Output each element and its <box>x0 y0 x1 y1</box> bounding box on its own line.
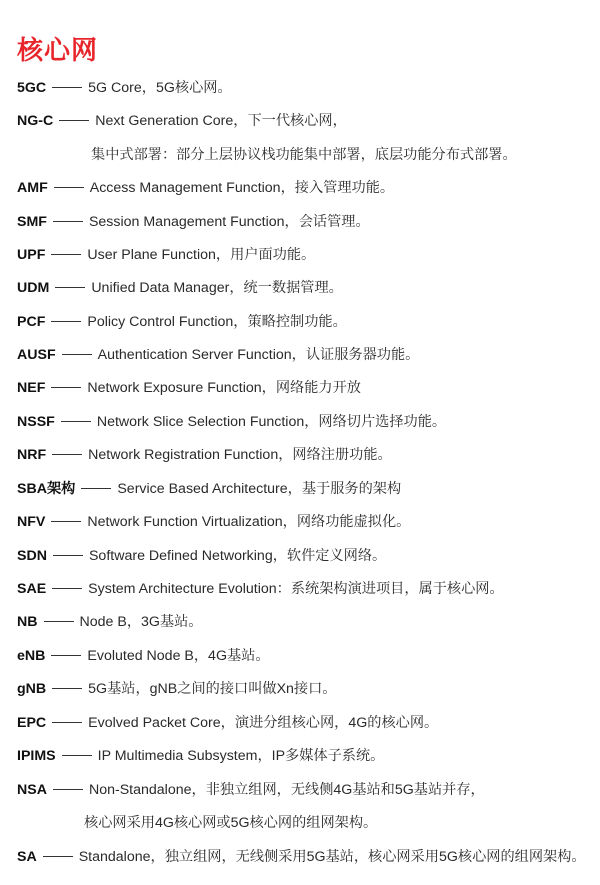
dash-separator <box>44 621 74 622</box>
term-description: Software Defined Networking，软件定义网络。 <box>88 548 387 564</box>
term-entry-smf <box>17 210 370 234</box>
dash-separator <box>52 688 82 689</box>
term-entry-enb <box>17 644 270 668</box>
term-description: Node B，3G基站。 <box>79 614 203 630</box>
term-abbr: AMF <box>17 180 48 196</box>
term-description: Network Slice Selection Function，网络切片选择功能。 <box>96 414 447 430</box>
dash-separator <box>54 187 84 188</box>
term-abbr: SDN <box>17 548 47 564</box>
term-entry-sa <box>17 845 586 869</box>
term-entry-upf <box>17 243 315 267</box>
term-description: Policy Control Function，策略控制功能。 <box>87 314 347 330</box>
page-title: 核心网 <box>17 35 99 65</box>
term-abbr: SA <box>17 849 37 865</box>
term-abbr: eNB <box>17 648 46 664</box>
term-entry-nfv <box>17 510 410 534</box>
term-entry-pcf <box>17 310 347 334</box>
term-entry-gnb <box>17 677 337 701</box>
term-abbr: NSA <box>17 782 47 798</box>
term-abbr: NG-C <box>17 113 54 129</box>
term-entry-nssf <box>17 410 446 434</box>
term-description-continued: 集中式部署：部分上层协议栈功能集中部署，底层功能分布式部署。 <box>91 147 517 163</box>
term-abbr: UDM <box>17 280 50 296</box>
term-abbr: NB <box>17 614 38 630</box>
term-abbr: EPC <box>17 715 47 731</box>
term-abbr: SMF <box>17 214 47 230</box>
dash-separator <box>81 488 111 489</box>
term-abbr: UPF <box>17 247 46 263</box>
dash-separator <box>51 655 81 656</box>
term-entry-nef <box>17 376 361 400</box>
term-description: Network Registration Function，网络注册功能。 <box>88 447 392 463</box>
term-entry-epc <box>17 711 438 735</box>
term-entry-nb <box>17 610 203 634</box>
term-entry-nrf <box>17 443 392 467</box>
dash-separator <box>59 120 89 121</box>
term-description: Network Exposure Function，网络能力开放 <box>87 380 361 396</box>
dash-separator <box>55 287 85 288</box>
term-description: Unified Data Manager，统一数据管理。 <box>91 280 343 296</box>
term-entry-ausf <box>17 343 419 367</box>
dash-separator <box>62 755 92 756</box>
term-description: Access Management Function，接入管理功能。 <box>89 180 395 196</box>
dash-separator <box>53 221 83 222</box>
term-entry-amf <box>17 176 394 200</box>
term-description: Evolved Packet Core，演进分组核心网，4G的核心网。 <box>88 715 439 731</box>
term-entry-sae <box>17 577 504 601</box>
term-description: Session Management Function，会话管理。 <box>88 214 370 230</box>
term-entry-5gc <box>17 76 232 100</box>
term-description: IP Multimedia Subsystem，IP多媒体子系统。 <box>97 748 385 764</box>
term-description: Service Based Architecture，基于服务的架构 <box>117 481 402 497</box>
term-abbr: PCF <box>17 314 46 330</box>
dash-separator <box>61 421 91 422</box>
dash-separator <box>53 789 83 790</box>
term-abbr: SBA架构 <box>17 481 76 497</box>
term-entry-sdn <box>17 544 386 568</box>
term-abbr: AUSF <box>17 347 56 363</box>
term-description-continued: 核心网采用4G核心网或5G核心网的组网架构。 <box>84 815 378 831</box>
term-entry-nsa <box>17 778 485 802</box>
term-abbr: IPIMS <box>17 748 56 764</box>
term-description: 5G Core，5G核心网。 <box>88 80 232 96</box>
dash-separator <box>51 521 81 522</box>
term-abbr: SAE <box>17 581 47 597</box>
dash-separator <box>51 321 81 322</box>
dash-separator <box>52 87 82 88</box>
dash-separator <box>52 722 82 723</box>
term-description: 5G基站，gNB之间的接口叫做Xn接口。 <box>88 681 337 697</box>
term-description: Non-Standalone，非独立组网，无线侧4G基站和5G基站并存， <box>88 782 485 798</box>
term-description: Authentication Server Function，认证服务器功能。 <box>97 347 420 363</box>
term-abbr: NRF <box>17 447 47 463</box>
term-abbr: NEF <box>17 380 46 396</box>
dash-separator <box>43 856 73 857</box>
term-description: User Plane Function，用户面功能。 <box>87 247 316 263</box>
term-abbr: gNB <box>17 681 47 697</box>
dash-separator <box>53 555 83 556</box>
term-description: Network Function Virtualization，网络功能虚拟化。 <box>87 514 411 530</box>
dash-separator <box>52 588 82 589</box>
term-description: System Architecture Evolution：系统架构演进项目，属于核心网。 <box>88 581 504 597</box>
term-entry-udm <box>17 276 343 300</box>
term-entry-ipims <box>17 744 384 768</box>
term-description: Next Generation Core，下一代核心网， <box>95 113 347 129</box>
dash-separator <box>51 387 81 388</box>
dash-separator <box>51 254 81 255</box>
term-abbr: NSSF <box>17 414 55 430</box>
term-entry-sba <box>17 477 401 501</box>
term-abbr: NFV <box>17 514 46 530</box>
dash-separator <box>52 454 82 455</box>
term-entry-ng-c <box>17 109 347 133</box>
dash-separator <box>62 354 92 355</box>
term-description: Standalone，独立组网，无线侧采用5G基站，核心网采用5G核心网的组网架构。 <box>78 849 586 865</box>
term-description: Evoluted Node B，4G基站。 <box>87 648 270 664</box>
term-abbr: 5GC <box>17 80 47 96</box>
